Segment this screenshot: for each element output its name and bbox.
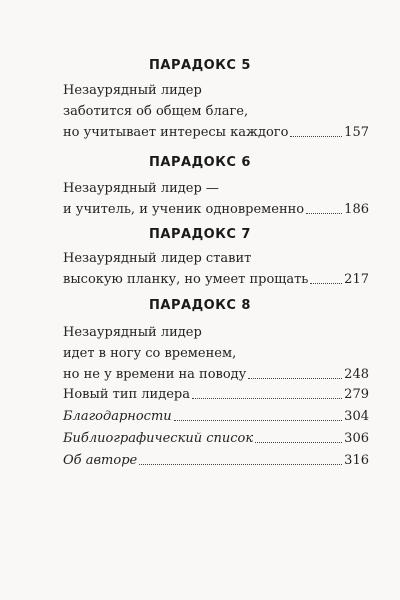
entry-last-line: [63, 199, 369, 220]
entry-last-line: [63, 122, 369, 143]
dot-leader: [139, 463, 342, 465]
entry-title: Библиографический список: [63, 431, 254, 446]
page-number: 186: [344, 202, 369, 217]
entry-last-line: [63, 428, 369, 449]
toc-entry[interactable]: [63, 248, 369, 290]
entry-title-line: и учитель, и ученик одновременно: [63, 202, 305, 217]
toc-entry-new-leader[interactable]: [63, 384, 369, 405]
page-number: 316: [344, 453, 369, 468]
entry-title-line: заботится об общем благе,: [63, 104, 249, 119]
dot-leader: [192, 397, 342, 399]
toc-entry-bibliography[interactable]: [63, 428, 369, 449]
entry-title-line: высокую планку, но умеет прощать: [63, 272, 309, 287]
section-heading: ПАРАДОКС 6: [149, 155, 251, 170]
toc-entry[interactable]: [63, 178, 369, 220]
entry-title-line: но учитывает интересы каждого: [63, 125, 289, 140]
entry-title-line: Незаурядный лидер ставит: [63, 251, 252, 266]
entry-last-line: [63, 384, 369, 405]
section-heading: ПАРАДОКС 5: [149, 58, 251, 73]
entry-title-line: но не у времени на поводу: [63, 367, 247, 382]
page-number: 279: [344, 387, 369, 402]
entry-title-line: Незаурядный лидер: [63, 325, 202, 340]
page-number: 248: [344, 367, 369, 382]
dot-leader: [248, 377, 342, 379]
entry-title: Новый тип лидера: [63, 387, 190, 402]
entry-title: Об авторе: [63, 453, 138, 468]
page-number: 157: [344, 125, 369, 140]
page-number: 304: [344, 409, 369, 424]
entry-last-line: [63, 269, 369, 290]
entry-title-line: Незаурядный лидер —: [63, 181, 219, 196]
entry-last-line: [63, 450, 369, 471]
dot-leader: [174, 419, 343, 421]
entry-title-line: Незаурядный лидер: [63, 83, 202, 98]
entry-title: Благодарности: [63, 409, 172, 424]
section-heading: ПАРАДОКС 8: [149, 298, 251, 313]
dot-leader: [306, 212, 342, 214]
page-number: 306: [344, 431, 369, 446]
dot-leader: [290, 135, 342, 137]
toc-entry-acknowledgements[interactable]: [63, 406, 369, 427]
dot-leader: [255, 441, 342, 443]
toc-entry[interactable]: [63, 322, 369, 385]
dot-leader: [310, 282, 342, 284]
entry-last-line: [63, 364, 369, 385]
entry-title-line: идет в ногу со временем,: [63, 346, 237, 361]
section-heading: ПАРАДОКС 7: [149, 227, 251, 242]
entry-last-line: [63, 406, 369, 427]
toc-entry[interactable]: [63, 80, 369, 143]
toc-entry-about-author[interactable]: [63, 450, 369, 471]
page-number: 217: [344, 272, 369, 287]
